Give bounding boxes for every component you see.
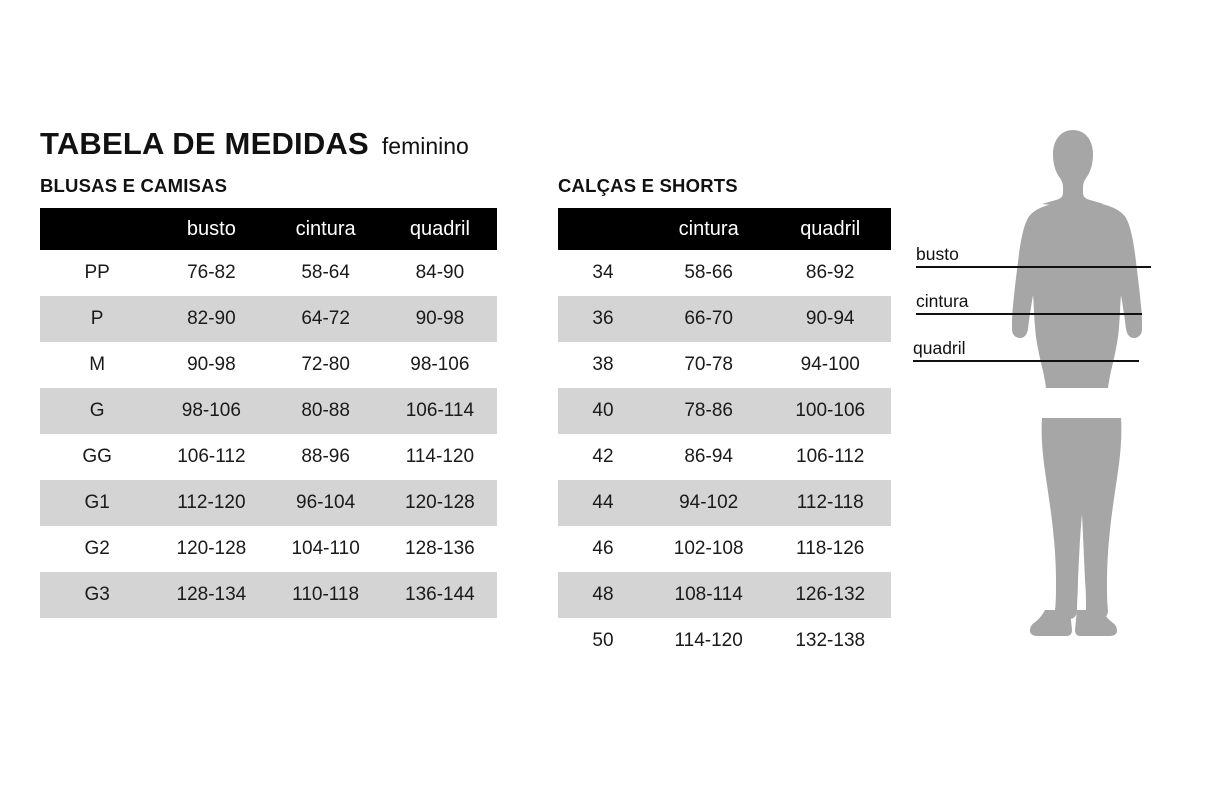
cell-cintura: 78-86 <box>648 388 770 434</box>
cell-size: 42 <box>592 446 614 467</box>
table-row <box>558 250 891 296</box>
callout-leader-cintura <box>916 313 1142 315</box>
page-title-subtitle: feminino <box>381 133 469 159</box>
cell-size: G1 <box>40 480 154 526</box>
cell-size: PP <box>84 262 110 283</box>
cell-quadril: 90-94 <box>769 296 891 342</box>
cell-busto: 106-112 <box>177 446 246 467</box>
cell-quadril: 132-138 <box>795 630 866 651</box>
cell-busto: 82-90 <box>154 296 268 342</box>
cell-cintura: 86-94 <box>684 446 733 467</box>
cell-busto: 76-82 <box>187 262 236 283</box>
cell-quadril: 106-112 <box>796 446 865 467</box>
cell-cintura: 96-104 <box>269 480 383 526</box>
callout-leader-busto <box>916 266 1151 268</box>
cell-quadril: 120-128 <box>383 480 497 526</box>
cell-cintura: 88-96 <box>301 446 350 467</box>
cell-quadril: 128-136 <box>405 538 475 559</box>
cell-cintura: 104-110 <box>291 538 360 559</box>
callout-label-busto: busto <box>916 244 959 264</box>
cell-cintura: 70-78 <box>684 354 733 375</box>
callout-leader-quadril <box>913 360 1139 362</box>
cell-quadril: 86-92 <box>805 262 855 283</box>
cell-cintura: 114-120 <box>674 630 743 651</box>
cell-busto: 112-120 <box>154 480 268 526</box>
callout-label-cintura: cintura <box>916 291 969 311</box>
table-row <box>40 526 497 572</box>
cell-size: 48 <box>558 572 648 618</box>
table-row <box>558 342 891 388</box>
bottoms-size-table <box>558 208 891 664</box>
tops-table-block <box>40 175 497 618</box>
cell-busto: 90-98 <box>187 354 236 375</box>
table-row <box>40 480 497 526</box>
table-header-row <box>558 208 891 250</box>
cell-cintura: 72-80 <box>301 354 350 375</box>
cell-cintura: 64-72 <box>269 296 383 342</box>
cell-size: 40 <box>558 388 648 434</box>
table-row <box>40 572 497 618</box>
table-header-row <box>40 208 497 250</box>
cell-quadril: 94-100 <box>800 354 860 375</box>
cell-cintura: 80-88 <box>269 388 383 434</box>
table-row <box>558 388 891 434</box>
cell-cintura: 58-66 <box>684 262 733 283</box>
cell-size: 46 <box>592 538 614 559</box>
cell-quadril: 98-106 <box>410 354 470 375</box>
column-header-quadril: quadril <box>769 208 891 250</box>
cell-size: G3 <box>40 572 154 618</box>
cell-quadril: 114-120 <box>405 446 475 467</box>
table-row <box>40 250 497 296</box>
cell-quadril: 84-90 <box>415 262 465 283</box>
tops-heading: BLUSAS E CAMISAS <box>40 175 228 196</box>
table-row <box>558 618 891 664</box>
cell-busto: 120-128 <box>176 538 247 559</box>
table-row <box>558 434 891 480</box>
cell-cintura: 58-64 <box>301 262 350 283</box>
cell-quadril: 90-98 <box>383 296 497 342</box>
cell-cintura: 102-108 <box>673 538 744 559</box>
cell-size: 38 <box>592 354 614 375</box>
body-figure <box>900 118 1200 678</box>
bottoms-heading: CALÇAS E SHORTS <box>558 175 738 196</box>
female-body-silhouette-icon <box>900 118 1200 678</box>
page-title-main: TABELA DE MEDIDAS <box>40 126 369 161</box>
table-row <box>40 434 497 480</box>
tops-size-table <box>40 208 497 618</box>
cell-size: 50 <box>592 630 614 651</box>
cell-quadril: 106-114 <box>383 388 497 434</box>
cell-busto: 128-134 <box>154 572 268 618</box>
cell-quadril: 112-118 <box>769 480 891 526</box>
column-header-size <box>558 208 648 250</box>
table-row <box>558 526 891 572</box>
cell-size: P <box>40 296 154 342</box>
page-title <box>40 126 469 162</box>
table-row <box>558 480 891 526</box>
cell-quadril: 100-106 <box>769 388 891 434</box>
cell-size: GG <box>82 446 112 467</box>
cell-cintura: 94-102 <box>648 480 770 526</box>
cell-busto: 98-106 <box>154 388 268 434</box>
cell-size: G2 <box>84 538 110 559</box>
column-header-cintura: cintura <box>648 208 770 250</box>
cell-cintura: 66-70 <box>648 296 770 342</box>
cell-quadril: 126-132 <box>769 572 891 618</box>
callout-label-quadril: quadril <box>913 338 966 358</box>
cell-cintura: 108-114 <box>648 572 770 618</box>
cell-cintura: 110-118 <box>269 572 383 618</box>
cell-quadril: 118-126 <box>796 538 865 559</box>
cell-quadril: 136-144 <box>383 572 497 618</box>
table-row <box>40 342 497 388</box>
cell-size: G <box>40 388 154 434</box>
cell-size: M <box>89 354 106 375</box>
cell-size: 36 <box>558 296 648 342</box>
table-row <box>558 572 891 618</box>
cell-size: 34 <box>592 262 614 283</box>
column-header-cintura: cintura <box>269 208 383 250</box>
bottoms-table-block <box>558 175 891 664</box>
column-header-quadril: quadril <box>383 208 497 250</box>
table-row <box>40 296 497 342</box>
table-row <box>558 296 891 342</box>
table-row <box>40 388 497 434</box>
column-header-busto: busto <box>154 208 268 250</box>
cell-size: 44 <box>558 480 648 526</box>
column-header-size <box>40 208 154 250</box>
